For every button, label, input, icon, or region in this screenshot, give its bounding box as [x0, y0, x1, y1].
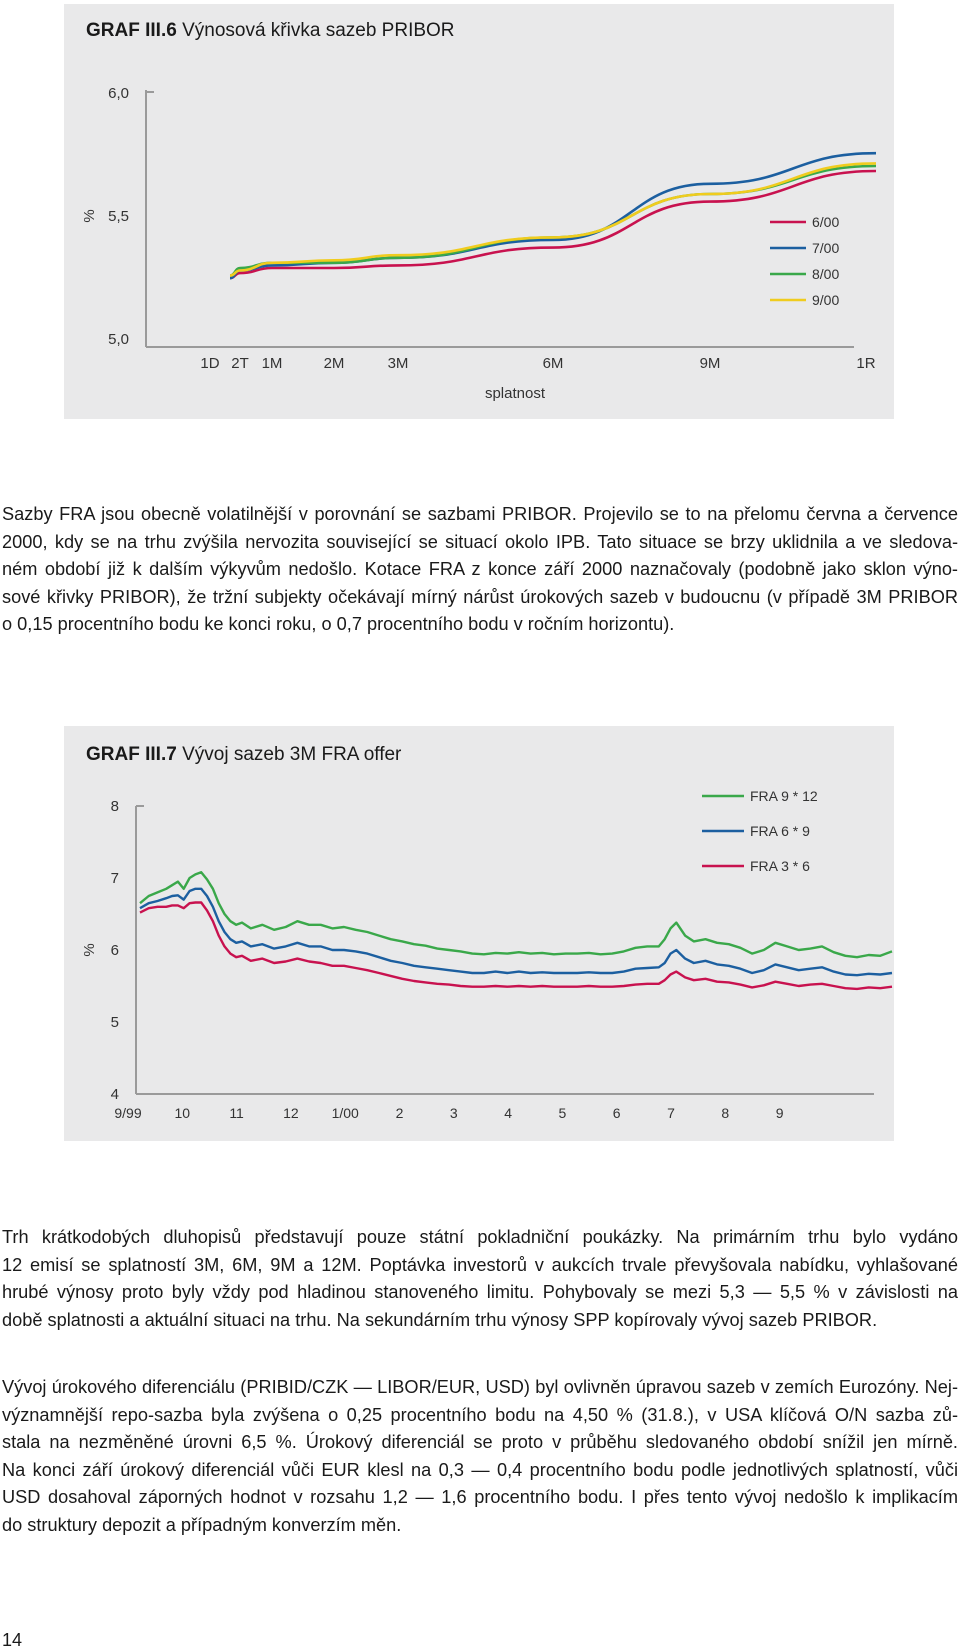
chart-title: GRAF III.6 Výnosová křivka sazeb PRIBOR [86, 20, 455, 41]
text-line: Trh krátkodobých dluhopisů představují pouze státní pokladniční poukázky. Na primárním trhu bylo vydáno [2, 1227, 958, 1247]
legend-label: FRA 6 * 9 [750, 823, 810, 839]
legend-label: 9/00 [812, 292, 840, 308]
page-number: 14 [2, 1630, 23, 1650]
y-axis-label: % [81, 209, 98, 223]
paragraph-interest-differential [2, 1374, 958, 1539]
x-tick-label: 6 [612, 1105, 621, 1121]
legend-label: 7/00 [812, 240, 840, 256]
legend-label: 8/00 [812, 266, 840, 282]
text-line: významnější repo-sazba byla zvýšena o 0,25 procentního bodu na 4,50 % (31.8.), v USA klíčová O/N sazba zů- [2, 1404, 958, 1425]
y-tick-label: 5,0 [108, 331, 129, 348]
x-tick-label: 10 [174, 1105, 191, 1121]
x-tick-label: 9/99 [114, 1105, 142, 1121]
text-line: době splatnosti a aktuální situaci na trhu. Na sekundárním trhu výnosy SPP kopírovaly vývoj sazeb PRIBOR. [2, 1309, 878, 1330]
y-axis-label: % [81, 943, 98, 957]
text-line: stala na nezměněné úrovni 6,5 %. Úrokový diferenciál se proto v průběhu sledovaného období snížil jen mírně. [2, 1432, 958, 1452]
x-tick-label: 9M [699, 355, 721, 372]
text-line: 12 emisí se splatností 3M, 6M, 9M a 12M. Poptávka investorů v aukcích trvale převyšovala nabídku, vyhlašované [2, 1254, 958, 1275]
y-tick-label: 5,5 [108, 208, 129, 225]
x-tick-label: 1D [200, 355, 220, 372]
chart-panel-yield-curve [64, 4, 894, 419]
text-line: Sazby FRA jsou obecně volatilnější v porovnání se sazbami PRIBOR. Projevilo se to na přelomu června a července [2, 504, 958, 524]
text-line: do struktury depozit a případným konverzím měn. [2, 1514, 402, 1535]
x-tick-label: 8 [721, 1105, 730, 1121]
chart-panel-fra-rates [64, 726, 894, 1141]
y-tick-label: 7 [110, 870, 119, 887]
paragraph-short-term-bonds [2, 1224, 958, 1334]
x-tick-label: 11 [229, 1105, 244, 1121]
x-tick-label: 2T [231, 355, 249, 372]
series-line [140, 889, 892, 975]
legend-label: 6/00 [812, 214, 840, 230]
x-tick-label: 4 [504, 1105, 512, 1121]
x-tick-label: 2 [395, 1105, 404, 1121]
x-tick-label: 3 [449, 1105, 458, 1121]
x-tick-label: 1M [261, 355, 283, 372]
x-tick-label: 9 [775, 1105, 784, 1121]
chart-title: GRAF III.7 Vývoj sazeb 3M FRA offer [86, 744, 402, 765]
text-line: Na konci září úrokový diferenciál vůči EUR klesl na 0,3 — 0,4 procentního bodu podle jednotlivých splatností, vůči [2, 1459, 958, 1480]
text-line: hrubé výnosy proto byly vždy pod hladinou stanoveného limitu. Pohybovaly se mezi 5,3 — 5,5 % v závislosti na [2, 1282, 958, 1302]
y-tick-label: 8 [110, 798, 119, 815]
y-tick-label: 4 [110, 1086, 119, 1103]
text-line: o 0,15 procentního bodu ke konci roku, o 0,7 procentního bodu v ročním horizontu). [2, 614, 675, 634]
x-axis-label: splatnost [484, 385, 546, 402]
legend-label: FRA 9 * 12 [750, 788, 818, 804]
yield-curve-chart [64, 4, 894, 419]
text-line: USD dosahoval záporných hodnot v rozsahu 1,2 — 1,6 procentního bodu. I přes tento vývoj nedošlo k implikacím [2, 1487, 958, 1507]
series-line [140, 872, 892, 957]
y-tick-label: 6,0 [108, 85, 129, 102]
text-line: ném období již k dalším výkyvům nedošlo. Kotace FRA z konce září 2000 naznačovaly (podobně jako sklon výno- [2, 559, 958, 579]
x-tick-label: 6M [542, 355, 564, 372]
legend-label: FRA 3 * 6 [750, 858, 810, 874]
x-tick-label: 2M [323, 355, 345, 372]
x-tick-label: 1/00 [331, 1105, 359, 1121]
x-tick-label: 1R [856, 355, 876, 372]
x-tick-label: 5 [558, 1105, 567, 1121]
x-tick-label: 3M [387, 355, 409, 372]
x-tick-label: 12 [283, 1105, 299, 1121]
x-tick-label: 7 [667, 1105, 675, 1121]
fra-rates-chart [64, 726, 894, 1141]
series-line-9-00 [230, 163, 876, 275]
text-line: Vývoj úrokového diferenciálu (PRIBID/CZK — LIBOR/EUR, USD) byl ovlivněn úpravou sazeb v zemích Eurozóny. Nej- [2, 1377, 958, 1397]
text-line: sové křivky PRIBOR), že tržní subjekty očekávají mírný nárůst úrokových sazeb v budoucnu (v případě 3M PRIBOR [2, 586, 958, 607]
text-line: 2000, kdy se na trhu zvýšila nervozita související se situací okolo IPB. Tato situace se brzy uklidnila a ve sledova- [2, 531, 958, 552]
paragraph-fra-volatility [2, 501, 958, 639]
y-tick-label: 6 [110, 942, 119, 959]
y-tick-label: 5 [110, 1014, 119, 1031]
